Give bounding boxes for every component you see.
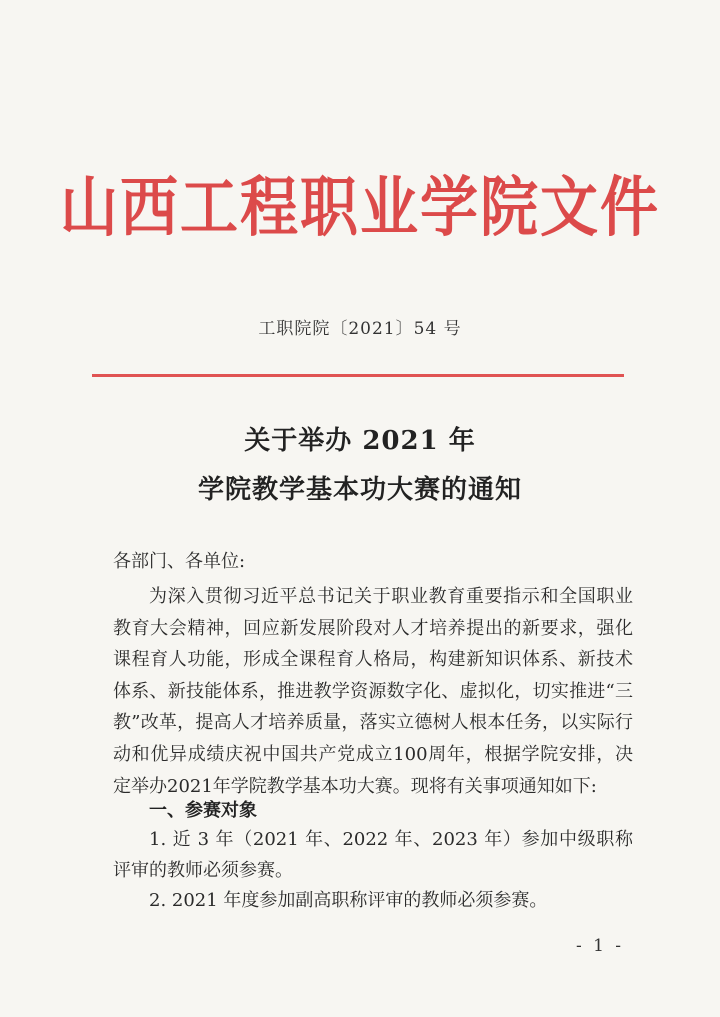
body-paragraph-1: 为深入贯彻习近平总书记关于职业教育重要指示和全国职业教育大会精神，回应新发展阶段对人才培养提出的新要求，强化课程育人功能，形成全课程育人格局，构建新知识体系、新技术体系、新技能体系，推进教学资源数字化、虚拟化，切实推进“三教”改革，提高人才培养质量，落实立德树人根本任务，以实际行动和优异成绩庆祝中国共产党成立100周年，根据学院安排，决定举办2021年学院教学基本功大赛。现将有关事项通知如下: bbox=[113, 586, 633, 797]
document-number: 工职院院〔2021〕54 号 bbox=[258, 319, 462, 339]
page-number: - 1 - bbox=[575, 936, 625, 956]
notice-title-line-2: 学院教学基本功大赛的通知 bbox=[197, 475, 522, 505]
notice-title-line-1: 关于举办 2021 年 bbox=[244, 426, 476, 456]
list-item-1: 1. 近 3 年（2021 年、2022 年、2023 年）参加中级职称评审的教师必须参赛。 bbox=[113, 829, 633, 881]
section-heading-1: 一、参赛对象 bbox=[149, 800, 257, 821]
list-item-2: 2. 2021 年度参加副高职称评审的教师必须参赛。 bbox=[149, 890, 548, 911]
salutation: 各部门、各单位: bbox=[113, 551, 246, 572]
red-divider bbox=[92, 374, 624, 377]
org-header-title: 山西工程职业学院文件 bbox=[59, 168, 660, 246]
